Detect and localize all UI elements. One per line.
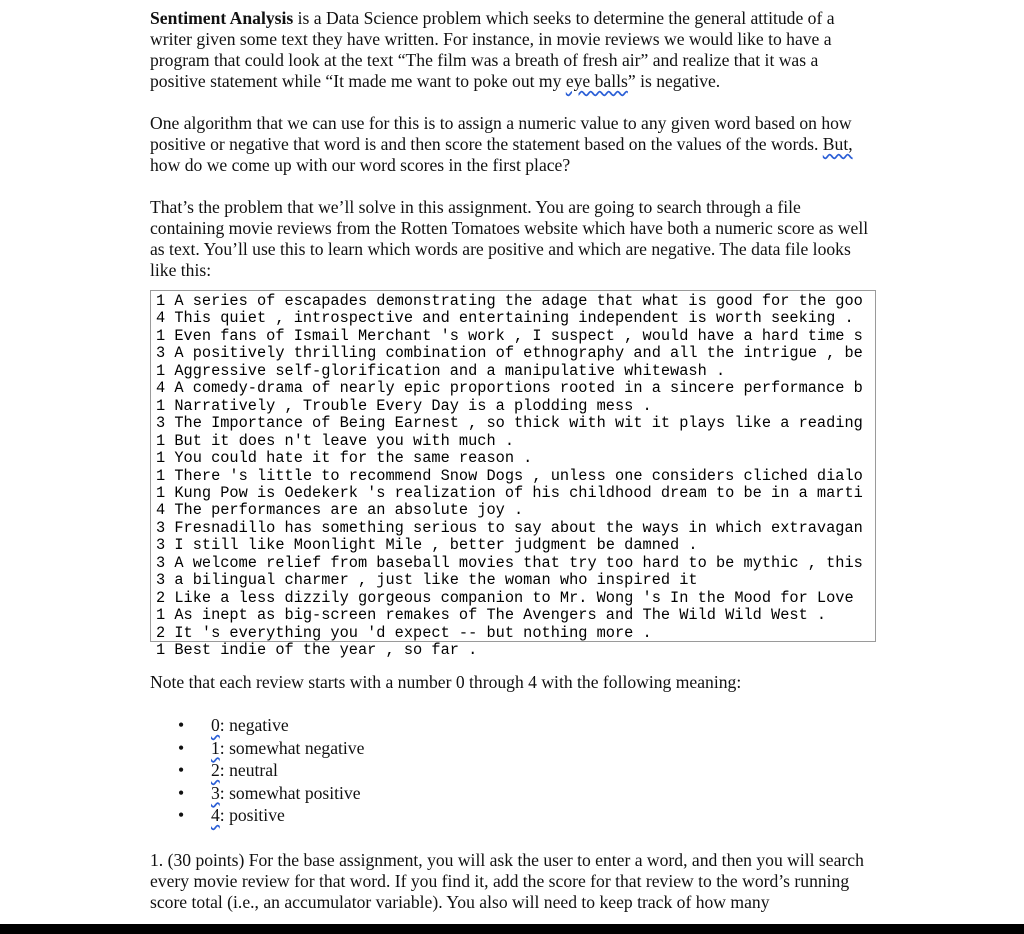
score-level-item bbox=[178, 782, 878, 805]
score-level-number: 4 bbox=[211, 805, 220, 825]
score-level-item bbox=[178, 804, 878, 827]
data-file-line: 3 Fresnadillo has something serious to say about the ways in which extravagan bbox=[156, 518, 863, 537]
data-file-line: 1 Narratively , Trouble Every Day is a plodding mess . bbox=[156, 396, 652, 415]
algorithm-text-start: One algorithm that we can use for this is to assign a numeric value to any given word based on how positive or negative that word is and then score the statement based on the values of the words. bbox=[150, 113, 852, 154]
intro-text-end: ” is negative. bbox=[627, 71, 721, 91]
score-note: Note that each review starts with a number 0 through 4 with the following meaning: bbox=[150, 672, 742, 692]
bullet-icon: • bbox=[178, 760, 185, 780]
assignment-document bbox=[150, 8, 878, 934]
problem-paragraph: That’s the problem that we’ll solve in this assignment. You are going to search through a file containing movie reviews from the Rotten Tomatoes website which have both a numeric score as well as text. You’ll use this to learn which words are positive and which are negative. The data file looks like this: bbox=[150, 197, 869, 280]
data-file-line: 4 The performances are an absolute joy . bbox=[156, 501, 524, 520]
data-file-line: 1 A series of escapades demonstrating the adage that what is good for the goo bbox=[156, 292, 863, 310]
score-level-number: 2 bbox=[211, 760, 220, 780]
score-level-item bbox=[178, 759, 878, 782]
score-level-label: : neutral bbox=[219, 760, 278, 780]
score-level-item bbox=[178, 714, 878, 737]
data-file-line: 1 Even fans of Ismail Merchant 's work , I suspect , would have a hard time s bbox=[156, 326, 863, 345]
score-level-label: : positive bbox=[219, 805, 285, 825]
data-file-line: 4 A comedy-drama of nearly epic proportions rooted in a sincere performance b bbox=[156, 379, 863, 398]
data-file-line: 1 But it does n't leave you with much . bbox=[156, 431, 515, 450]
data-file-line: 1 There 's little to recommend Snow Dogs , unless one considers cliched dialo bbox=[156, 466, 863, 485]
bullet-icon: • bbox=[178, 782, 185, 803]
score-level-number: 0 bbox=[211, 715, 220, 735]
data-file-line: 3 A welcome relief from baseball movies that try too hard to be mythic , this bbox=[156, 553, 863, 572]
bullet-icon: • bbox=[178, 805, 185, 825]
bullet-icon: • bbox=[178, 715, 185, 735]
sentiment-analysis-term: Sentiment Analysis bbox=[150, 8, 294, 28]
intro-paragraph bbox=[150, 8, 878, 92]
algorithm-paragraph bbox=[150, 113, 878, 176]
spellcheck-eye-balls: eye balls bbox=[565, 71, 628, 91]
data-file-line: 1 As inept as big-screen remakes of The Avengers and The Wild Wild West . bbox=[156, 606, 827, 625]
data-file-line: 1 You could hate it for the same reason . bbox=[156, 449, 533, 468]
task-1-paragraph: 1. (30 points) For the base assignment, you will ask the user to enter a word, and then you will search every movie review for that word. If you find it, add the score for that review to the word’s running score total (i.e., an accumulator variable). You also will need to keep track of how many bbox=[150, 849, 864, 912]
score-level-label: : somewhat negative bbox=[219, 737, 365, 758]
data-file-sample bbox=[150, 290, 876, 660]
bullet-icon: • bbox=[178, 737, 185, 758]
data-file-line: 3 The Importance of Being Earnest , so thick with wit it plays like a reading bbox=[156, 414, 863, 433]
data-file-line: 3 a bilingual charmer , just like the woman who inspired it bbox=[156, 571, 698, 590]
score-level-item bbox=[178, 737, 878, 760]
score-level-number: 3 bbox=[211, 782, 220, 803]
data-file-line: 1 Best indie of the year , so far . bbox=[156, 641, 478, 660]
score-level-label: : negative bbox=[219, 715, 289, 735]
algorithm-text-end: how do we come up with our word scores in the first place? bbox=[150, 155, 571, 175]
data-file-line: 1 Aggressive self-glorification and a manipulative whitewash . bbox=[156, 361, 726, 380]
data-file-line: 3 A positively thrilling combination of ethnography and all the intrigue , be bbox=[156, 344, 863, 363]
data-file-line: 2 It 's everything you 'd expect -- but nothing more . bbox=[156, 623, 652, 642]
data-file-line: 2 Like a less dizzily gorgeous companion to Mr. Wong 's In the Mood for Love bbox=[156, 588, 854, 607]
data-file-line: 4 This quiet , introspective and entertaining independent is worth seeking . bbox=[156, 309, 854, 328]
data-file-line: 1 Kung Pow is Oedekerk 's realization of his childhood dream to be in a marti bbox=[156, 483, 863, 502]
score-level-number: 1 bbox=[211, 737, 220, 758]
spellcheck-but: But, bbox=[822, 134, 853, 154]
data-file-line: 3 I still like Moonlight Mile , better judgment be damned . bbox=[156, 536, 698, 555]
intro-text-start: is a Data Science problem which seeks to determine the general attitude of a writer given some text they have written. For instance, in movie reviews we would like to have a program that could look at the text “The film was a breath of fresh air” and realize that it was a positive statement while “It made me want to poke out my bbox=[150, 8, 835, 91]
score-level-label: : somewhat positive bbox=[219, 782, 361, 803]
score-levels-list bbox=[150, 714, 878, 827]
